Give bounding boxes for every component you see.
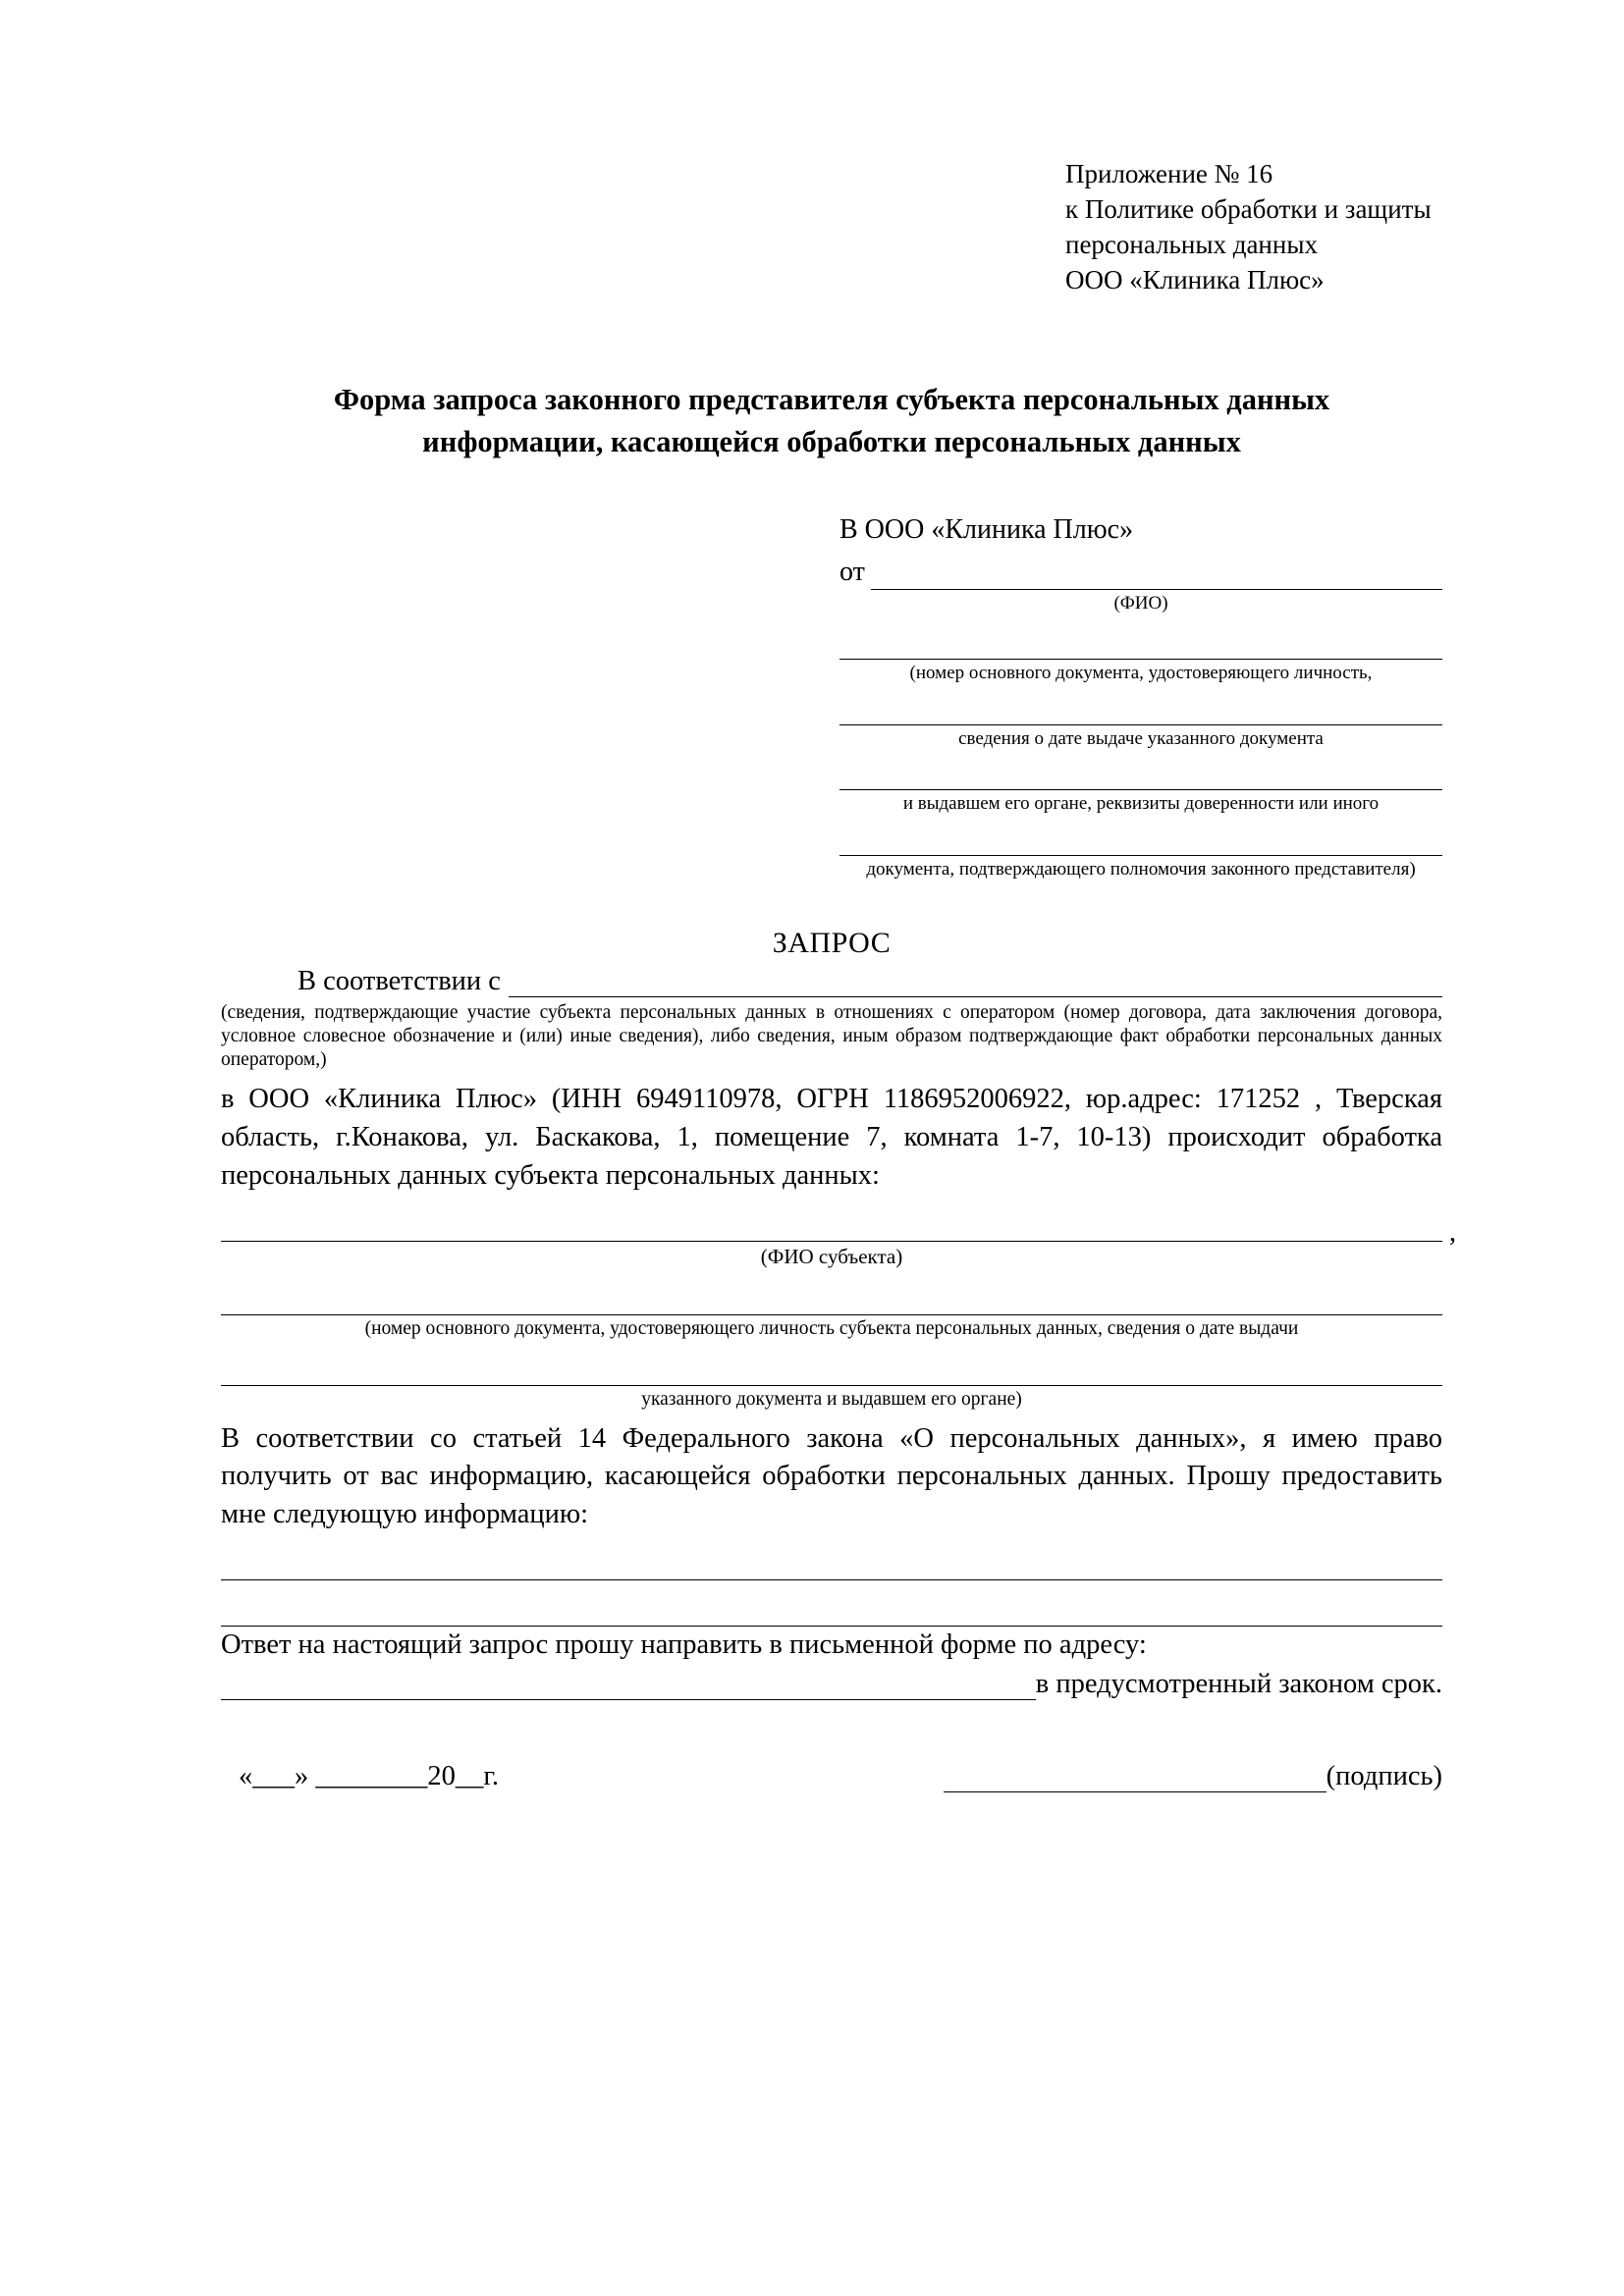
page-title <box>221 379 1442 464</box>
comma-mark: , <box>1449 1216 1456 1248</box>
from-row <box>839 555 1442 590</box>
answer-address-input[interactable] <box>221 1674 1036 1700</box>
appendix-number: Приложение № 16 <box>1065 159 1273 188</box>
caption-subject-fio: (ФИО субъекта) <box>760 1244 903 1268</box>
addressee-org: В ООО «Клиника Плюс» <box>839 514 1134 546</box>
requested-info-line-2[interactable] <box>221 1592 1442 1627</box>
signature-caption: (подпись) <box>1326 1760 1442 1791</box>
rep-doc-number-input[interactable] <box>839 629 1442 660</box>
page-title-line-1: Форма запроса законного представителя субъекта персональных данных <box>333 382 1330 416</box>
subject-doc-input[interactable] <box>221 1281 1442 1315</box>
requested-info-line-1[interactable] <box>221 1546 1442 1580</box>
in-accordance-note: (сведения, подтверждающие участие субъекта персональных данных в отношениях с оператором (номер договора, дата заключения договора, условное словесное обозначение и (или) иные сведения), либо сведения, иным образом подтверждающие факт обработки персональных данных оператором,) <box>221 1001 1442 1070</box>
rep-authority-doc-input[interactable] <box>839 826 1442 856</box>
subject-doc-issuer-input[interactable] <box>221 1352 1442 1386</box>
addressee-block <box>839 512 1442 881</box>
signature-field[interactable] <box>944 1761 1442 1792</box>
request-heading: ЗАПРОС <box>772 926 892 959</box>
subject-fio-input[interactable] <box>221 1207 1456 1248</box>
caption-doc-issuer: и выдавшем его органе, реквизиты доверенности или иного <box>902 793 1380 815</box>
from-label: от <box>839 556 865 587</box>
caption-fio: (ФИО) <box>1113 593 1168 614</box>
appendix-header <box>1065 157 1442 298</box>
signature-line[interactable] <box>944 1768 1326 1792</box>
in-accordance-input[interactable] <box>509 971 1442 997</box>
answer-address-tail: в предусмотренный законом срок. <box>1035 1668 1442 1699</box>
answer-paragraph: Ответ на настоящий запрос прошу направить в письменной форме по адресу: <box>221 1629 1147 1660</box>
appendix-policy-line-1: к Политике обработки и защиты <box>1065 193 1432 224</box>
caption-doc-number: (номер основного документа, удостоверяющего личность, <box>909 662 1373 683</box>
answer-address-row <box>221 1669 1442 1700</box>
in-accordance-label: В соответствии с <box>298 965 501 996</box>
operator-paragraph: в ООО «Клиника Плюс» (ИНН 6949110978, ОГРН 1186952006922, юр.адрес: 171252 , Тверская область, г.Конакова, ул. Баскакова, 1, помещение 7, комната 1-7, 10-13) происходит обработка персональных данных субъекта персональных данных: <box>221 1084 1442 1191</box>
page-title-line-2: информации, касающейся обработки персональных данных <box>422 424 1241 458</box>
caption-authority-doc: документа, подтверждающего полномочия законного представителя) <box>866 859 1416 881</box>
law-paragraph: В соответствии со статьей 14 Федерального закона «О персональных данных», я имею право получить от вас информацию, касающейся обработки персональных данных. Прошу предоставить мне следующую информацию: <box>221 1422 1442 1530</box>
caption-subject-doc-1: (номер основного документа, удостоверяющего личность субъекта персональных данных, сведения о дате выдачи <box>364 1317 1299 1339</box>
signature-row <box>221 1761 1442 1792</box>
appendix-policy-line-2: персональных данных <box>1065 229 1318 259</box>
from-fio-input[interactable] <box>871 563 1442 590</box>
rep-doc-date-input[interactable] <box>839 695 1442 725</box>
date-field[interactable]: «___» ________20__г. <box>239 1760 499 1791</box>
rep-doc-issuer-input[interactable] <box>839 760 1442 790</box>
caption-doc-date: сведения о дате выдаче указанного документа <box>958 727 1324 749</box>
in-accordance-row <box>221 966 1442 997</box>
appendix-org-name: ООО «Клиника Плюс» <box>1065 264 1325 294</box>
caption-subject-doc-2: указанного документа и выдавшем его органе) <box>641 1388 1022 1410</box>
